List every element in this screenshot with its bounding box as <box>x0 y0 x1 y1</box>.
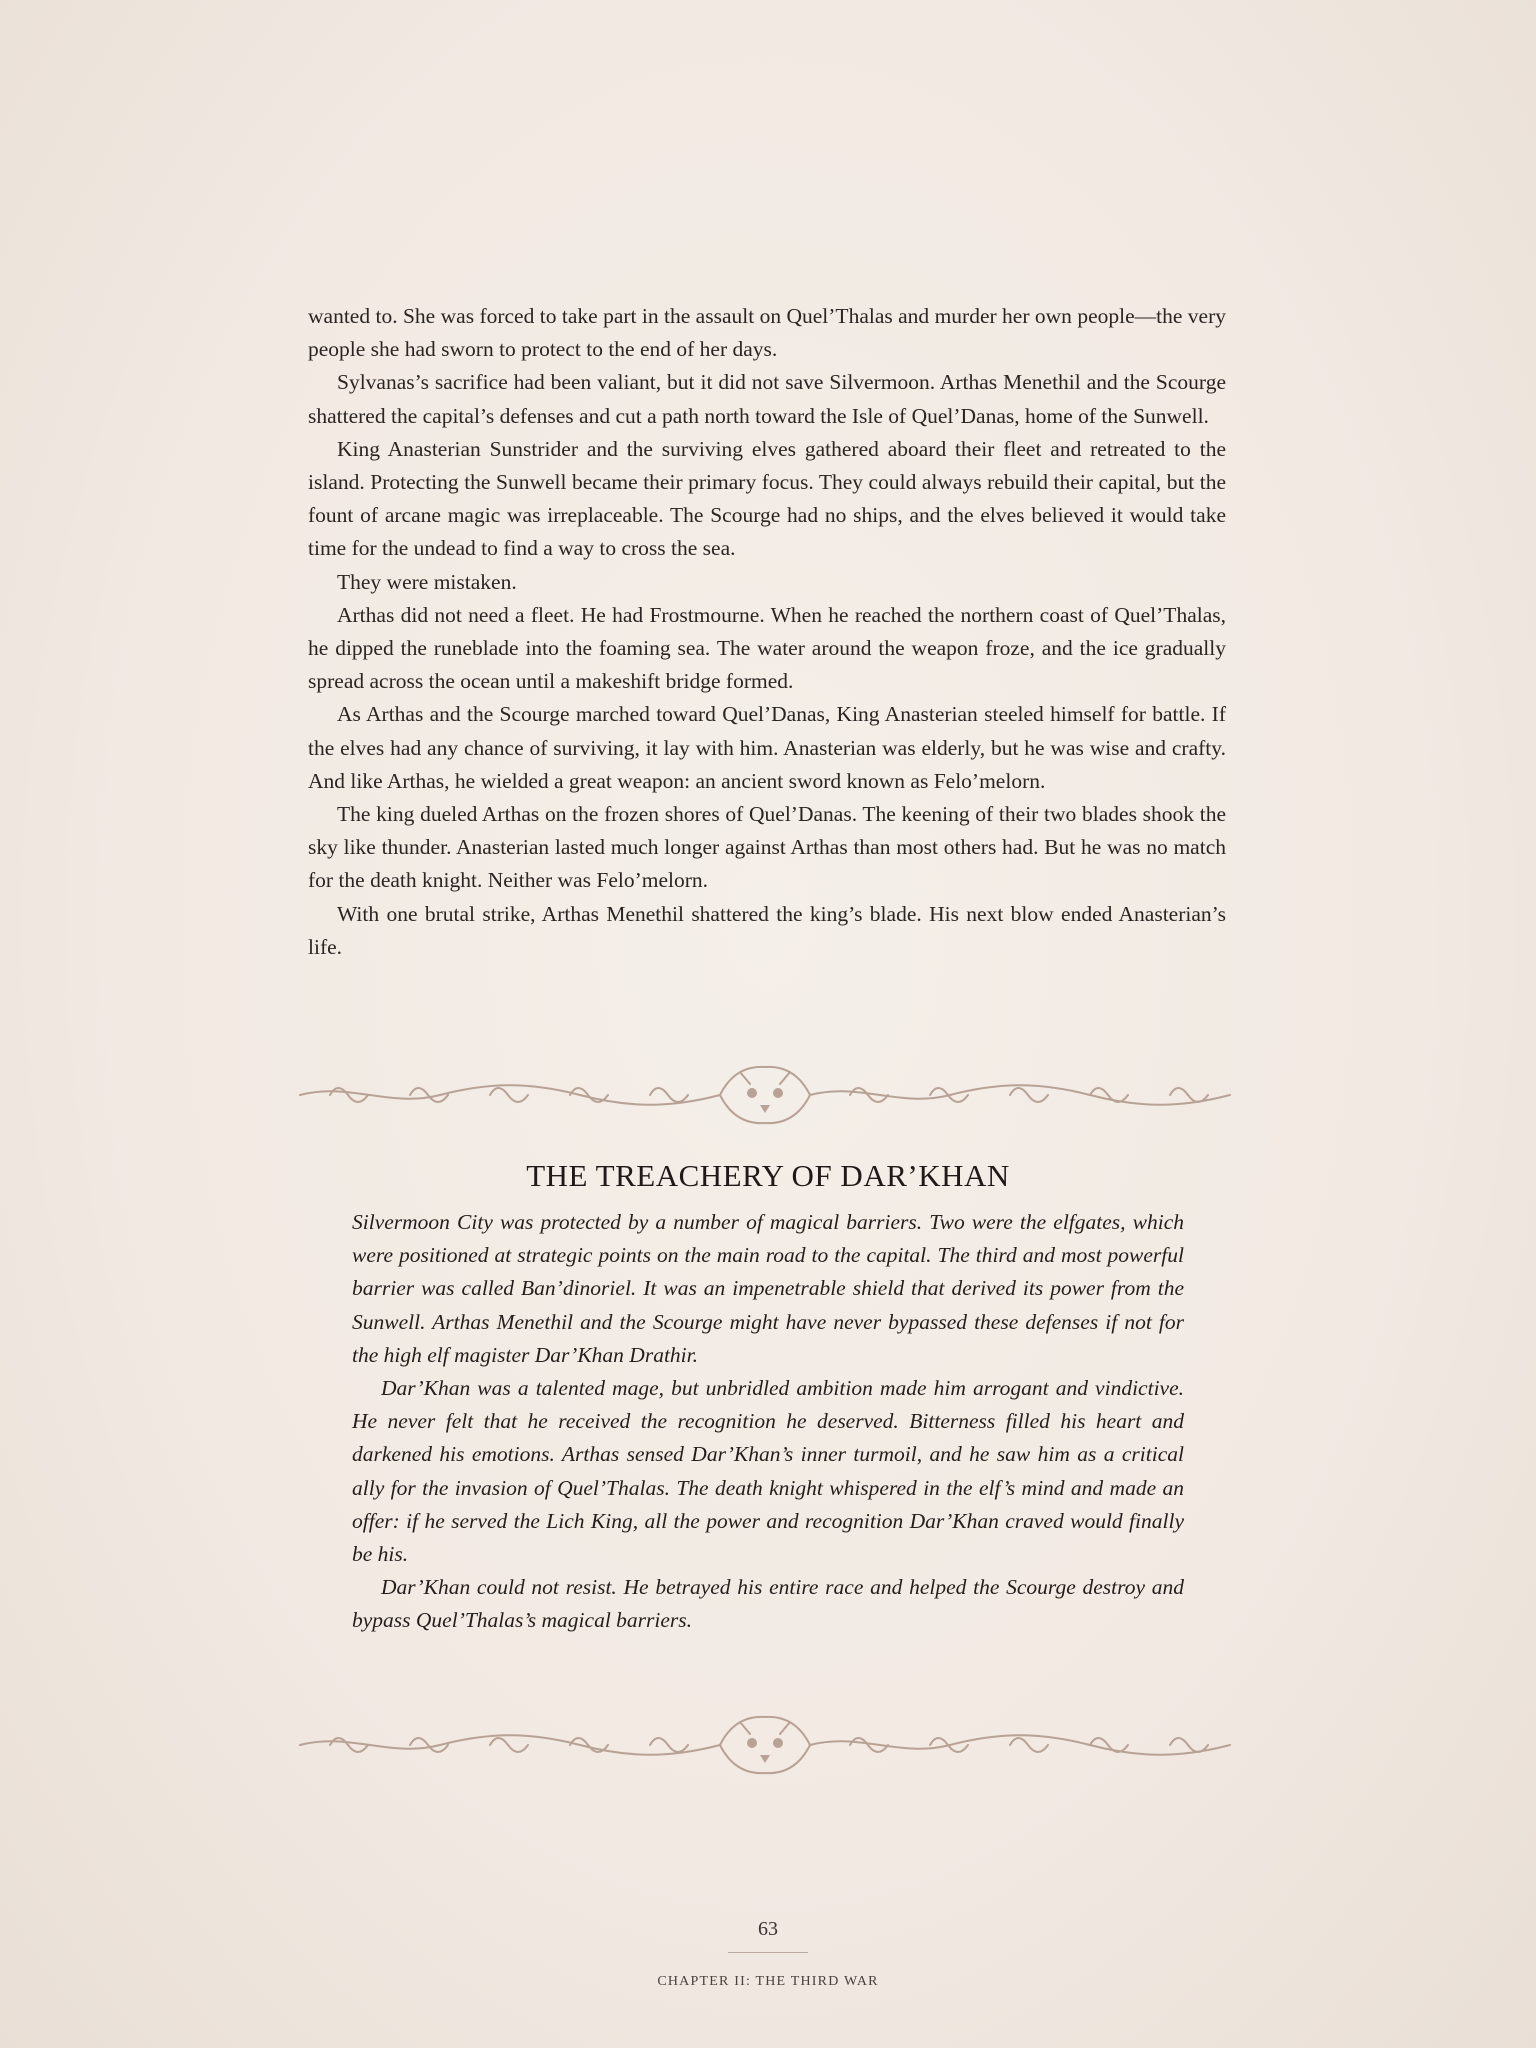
main-text <box>308 300 1226 964</box>
sidebar-paragraph-1: Silvermoon City was protected by a number of magical barriers. Two were the elfgates, which were positioned at strategic points on the main road to the capital. The third and most powerful barrier was called Ban’dinoriel. It was an impenetrable shield that derived its power from the Sunwell. Arthas Menethil and the Scourge might have never bypassed these defenses if not for the high elf magister Dar’Khan Drathir. <box>352 1210 1184 1367</box>
vine-skull-divider-icon <box>290 1060 1240 1130</box>
sidebar-paragraph-3: Dar’Khan could not resist. He betrayed his entire race and helped the Scourge destroy and bypass Quel’Thalas’s magical barriers. <box>352 1575 1184 1633</box>
body-paragraph-7: The king dueled Arthas on the frozen shores of Quel’Danas. The keening of their two blades shook the sky like thunder. Anasterian lasted much longer against Arthas than most others had. But he was no match for the death knight. Neither was Felo’melorn. <box>308 802 1226 893</box>
sidebar-title: THE TREACHERY OF DAR’KHAN <box>526 1158 1010 1193</box>
body-paragraph-6: As Arthas and the Scourge marched toward Quel’Danas, King Anasterian steeled himself for battle. If the elves had any chance of surviving, it lay with him. Anasterian was elderly, but he was wise and crafty. And like Arthas, he wielded a great weapon: an ancient sword known as Felo’melorn. <box>308 702 1226 793</box>
page-number: 63 <box>758 1918 778 1940</box>
body-paragraph-2: Sylvanas’s sacrifice had been valiant, but it did not save Silvermoon. Arthas Menethil and the Scourge shattered the capital’s defenses and cut a path north toward the Isle of Quel’Danas, home of the Sunwell. <box>308 370 1226 428</box>
body-paragraph-3: King Anasterian Sunstrider and the surviving elves gathered aboard their fleet and retreated to the island. Protecting the Sunwell became their primary focus. They could always rebuild their capital, but the fount of arcane magic was irreplaceable. The Scourge had no ships, and the elves believed it would take time for the undead to find a way to cross the sea. <box>308 436 1226 561</box>
body-paragraph-8: With one brutal strike, Arthas Menethil shattered the king’s blade. His next blow ended Anasterian’s life. <box>308 901 1226 959</box>
vine-skull-divider-icon-bottom <box>290 1710 1240 1780</box>
sidebar-paragraph-2: Dar’Khan was a talented mage, but unbridled ambition made him arrogant and vindictive. He never felt that he received the recognition he deserved. Bitterness filled his heart and darkened his emotions. Arthas sensed Dar’Khan’s inner turmoil, and he saw him as a critical ally for the invasion of Quel’Thalas. The death knight whispered in the elf’s mind and made an offer: if he served the Lich King, all the power and recognition Dar’Khan craved would finally be his. <box>352 1376 1184 1567</box>
body-paragraph-1: wanted to. She was forced to take part in the assault on Quel’Thalas and murder her own people—the very people she had sworn to protect to the end of her days. <box>308 304 1226 362</box>
body-paragraph-4: They were mistaken. <box>337 569 517 594</box>
chapter-footer: CHAPTER II: THE THIRD WAR <box>657 1974 879 1989</box>
body-paragraph-5: Arthas did not need a fleet. He had Frostmourne. When he reached the northern coast of Quel’Thalas, he dipped the runeblade into the foaming sea. The water around the weapon froze, and the ice gradually spread across the ocean until a makeshift bridge formed. <box>308 602 1226 694</box>
footer-divider <box>728 1952 808 1953</box>
sidebar-text <box>352 1206 1184 1638</box>
